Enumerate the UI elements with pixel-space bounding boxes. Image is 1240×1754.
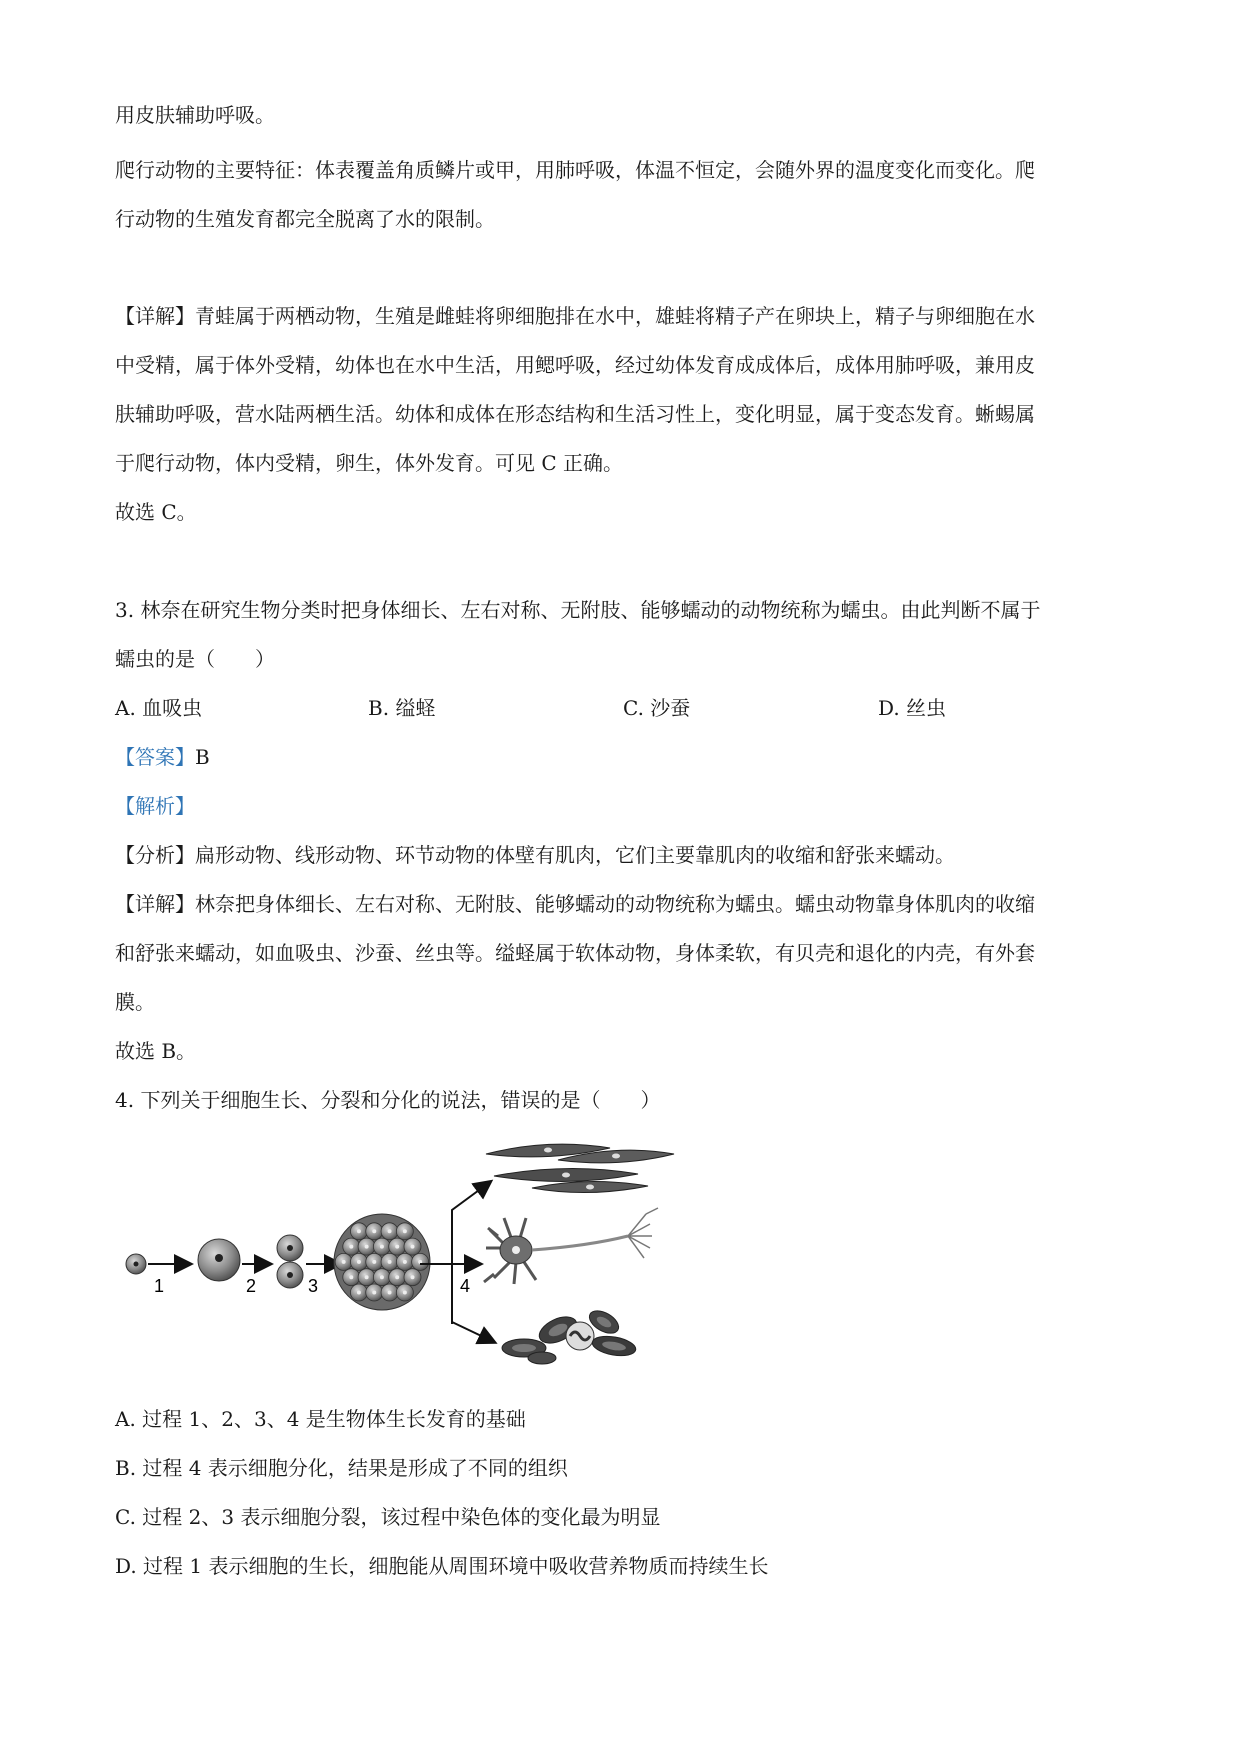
- dividing-cells: [277, 1235, 303, 1288]
- arrow-to-muscle: [452, 1182, 490, 1324]
- answer-tag: 【答案】: [115, 745, 195, 769]
- text-line: 用皮肤辅助呼吸。: [115, 103, 275, 127]
- option-b: B. 过程 4 表示细胞分化，结果是形成了不同的组织: [115, 1456, 568, 1480]
- label-2: 2: [246, 1276, 257, 1296]
- blood-tissue: [502, 1306, 637, 1364]
- cluster-nucleus: [411, 1245, 415, 1249]
- option-b: B. 缢蛏: [368, 696, 436, 720]
- cluster-nucleus: [342, 1260, 346, 1264]
- text-line: 于爬行动物，体内受精，卵生，体外发育。可见 C 正确。: [115, 451, 624, 475]
- text-line: 爬行动物的主要特征：体表覆盖角质鳞片或甲，用肺呼吸，体温不恒定，会随外界的温度变化而变化。爬: [115, 158, 1035, 182]
- text-line: 和舒张来蠕动，如血吸虫、沙蚕、丝虫等。缢蛏属于软体动物，身体柔软，有贝壳和退化的内壳，有外套: [115, 941, 1035, 965]
- cluster-nucleus: [411, 1275, 415, 1279]
- arrow-to-blood: [452, 1322, 494, 1342]
- option-d: D. 过程 1 表示细胞的生长，细胞能从周围环境中吸收营养物质而持续生长: [115, 1554, 769, 1578]
- cluster-nucleus: [403, 1291, 407, 1295]
- cluster-nucleus: [357, 1260, 361, 1264]
- cluster-nucleus: [395, 1275, 399, 1279]
- option-a: A. 血吸虫: [115, 696, 203, 720]
- option-a: A. 过程 1、2、3、4 是生物体生长发育的基础: [115, 1407, 526, 1431]
- label-4: 4: [460, 1276, 471, 1296]
- cell-process-figure: [118, 1132, 738, 1368]
- cluster-nucleus: [380, 1275, 384, 1279]
- cluster-nucleus: [388, 1291, 392, 1295]
- text-line: 行动物的生殖发育都完全脱离了水的限制。: [115, 207, 495, 231]
- answer-value: B: [195, 745, 210, 769]
- text-line: 【分析】扁形动物、线形动物、环节动物的体壁有肌肉，它们主要靠肌肉的收缩和舒张来蠕动。: [115, 843, 955, 867]
- small-cell: [126, 1254, 146, 1274]
- cluster-nucleus: [372, 1229, 376, 1233]
- question-3-stem: 蠕虫的是（ ）: [115, 647, 275, 671]
- neuron: [484, 1208, 658, 1284]
- cluster-nucleus: [365, 1245, 369, 1249]
- option-c: C. 过程 2、3 表示细胞分裂，该过程中染色体的变化最为明显: [115, 1505, 661, 1529]
- label-3: 3: [308, 1276, 319, 1296]
- analysis-tag: 【解析】: [115, 794, 195, 818]
- cell-process-diagram: [118, 1132, 738, 1368]
- text-line: 膜。: [115, 990, 155, 1014]
- question-3-stem: 3. 林奈在研究生物分类时把身体细长、左右对称、无附肢、能够蠕动的动物统称为蠕虫。由此判断不属于: [115, 598, 1041, 622]
- option-d: D. 丝虫: [878, 696, 947, 720]
- cluster-nucleus: [380, 1245, 384, 1249]
- option-c: C. 沙蚕: [623, 696, 691, 720]
- text-line: 肤辅助呼吸，营水陆两栖生活。幼体和成体在形态结构和生活习性上，变化明显，属于变态发育。蜥蜴属: [115, 402, 1035, 426]
- cluster-nucleus: [388, 1229, 392, 1233]
- cluster-nucleus: [372, 1260, 376, 1264]
- cell-cluster: [334, 1214, 430, 1310]
- cluster-nucleus: [349, 1245, 353, 1249]
- text-line: 故选 C。: [115, 500, 197, 524]
- label-1: 1: [154, 1276, 165, 1296]
- cluster-nucleus: [372, 1291, 376, 1295]
- cluster-nucleus: [395, 1245, 399, 1249]
- text-line: 【详解】林奈把身体细长、左右对称、无附肢、能够蠕动的动物统称为蠕虫。蠕虫动物靠身体肌肉的收缩: [115, 892, 1035, 916]
- cluster-nucleus: [349, 1275, 353, 1279]
- text-line: 【详解】青蛙属于两栖动物，生殖是雌蛙将卵细胞排在水中，雄蛙将精子产在卵块上，精子与卵细胞在水: [115, 304, 1035, 328]
- cluster-nucleus: [365, 1275, 369, 1279]
- text-line: 中受精，属于体外受精，幼体也在水中生活，用鳃呼吸，经过幼体发育成成体后，成体用肺呼吸，兼用皮: [115, 353, 1035, 377]
- cluster-nucleus: [357, 1229, 361, 1233]
- cluster-nucleus: [357, 1291, 361, 1295]
- cluster-nucleus: [388, 1260, 392, 1264]
- answer-line: [115, 744, 210, 770]
- question-4-stem: 4. 下列关于细胞生长、分裂和分化的说法，错误的是（ ）: [115, 1088, 661, 1112]
- muscle-tissue: [486, 1144, 674, 1192]
- text-line: 故选 B。: [115, 1039, 197, 1063]
- cluster-nucleus: [403, 1260, 407, 1264]
- grown-cell: [198, 1239, 240, 1281]
- cluster-nucleus: [403, 1229, 407, 1233]
